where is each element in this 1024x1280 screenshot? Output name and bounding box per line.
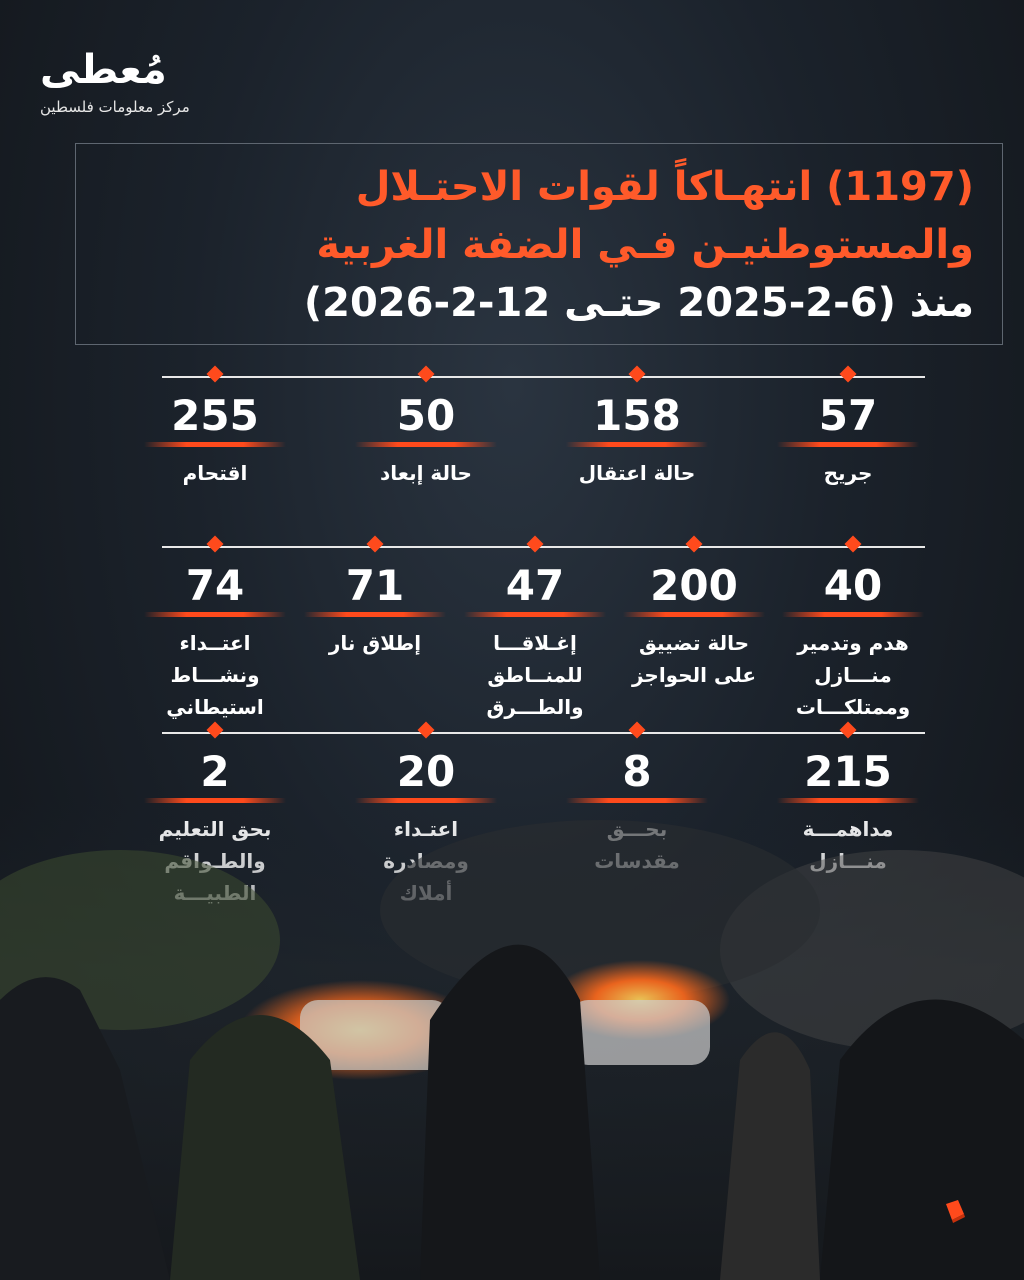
stat-value: 40 — [823, 561, 883, 610]
stat-value: 2 — [200, 747, 230, 796]
stat-value: 57 — [818, 391, 878, 440]
brand-logo — [40, 47, 210, 116]
stat-checkpoints — [619, 538, 769, 691]
diamond-marker — [527, 536, 544, 553]
stat-underline — [144, 442, 286, 447]
book-icon — [940, 1196, 970, 1226]
stat-underline — [566, 442, 708, 447]
stat-label: جريح — [823, 461, 873, 485]
stat-label: حالة اعتقال — [578, 461, 696, 485]
stat-demolitions — [778, 538, 928, 723]
stat-value: 20 — [396, 747, 456, 796]
title-box — [75, 143, 1003, 345]
stat-value: 71 — [345, 561, 405, 610]
stat-label: إطلاق نار — [328, 631, 422, 655]
diamond-marker — [418, 722, 435, 739]
diamond-marker — [845, 536, 862, 553]
diamond-marker — [686, 536, 703, 553]
diamond-marker — [840, 366, 857, 383]
stat-label: هدم وتدمير منـــازل وممتلكـــات — [795, 631, 911, 719]
stat-value: 74 — [185, 561, 245, 610]
title-line-3: منذ (6-2-2025 حتـى 12-2-2026) — [303, 280, 974, 326]
brand-name: مُعطى — [40, 47, 167, 93]
diamond-marker — [840, 722, 857, 739]
diamond-marker — [418, 366, 435, 383]
stat-value: 50 — [396, 391, 456, 440]
stat-closures — [460, 538, 610, 723]
stat-underline — [782, 612, 924, 617]
stat-underline — [777, 442, 919, 447]
diamond-marker — [629, 366, 646, 383]
stat-deportations — [351, 368, 501, 489]
stat-value: 158 — [593, 391, 681, 440]
stat-underline — [355, 442, 497, 447]
diamond-marker — [629, 722, 646, 739]
stat-underline — [304, 612, 446, 617]
stat-label: حالة تضييق على الحواجز — [631, 631, 757, 687]
stat-underline — [464, 612, 606, 617]
stat-settler-activity — [140, 538, 290, 723]
stat-wounded — [773, 368, 923, 489]
diamond-marker — [207, 366, 224, 383]
stat-arrests — [562, 368, 712, 489]
stat-label: إغـلاقـــا للمنــاطق والطـــرق — [486, 631, 584, 719]
stat-value: 8 — [622, 747, 652, 796]
brand-tagline: مركز معلومات فلسطين — [40, 98, 190, 116]
stat-label: اعتــداء ونشـــاط استيطاني — [166, 631, 264, 719]
title-line-1: (1197) انتهـاكاً لقوات الاحتـلال — [355, 164, 974, 210]
stat-value: 255 — [171, 391, 259, 440]
stat-raids — [140, 368, 290, 489]
stat-label: اقتحام — [182, 461, 248, 485]
diamond-marker — [207, 722, 224, 739]
stat-underline — [623, 612, 765, 617]
stat-label: حالة إبعاد — [380, 461, 472, 485]
stat-value: 200 — [650, 561, 738, 610]
stat-value: 47 — [505, 561, 565, 610]
stat-underline — [144, 612, 286, 617]
background-scene — [0, 800, 1024, 1280]
title-line-2: والمستوطنيـن فـي الضفة الغربية — [316, 222, 974, 268]
diamond-marker — [367, 536, 384, 553]
diamond-marker — [207, 536, 224, 553]
stat-value: 215 — [804, 747, 892, 796]
stat-shootings — [300, 538, 450, 659]
